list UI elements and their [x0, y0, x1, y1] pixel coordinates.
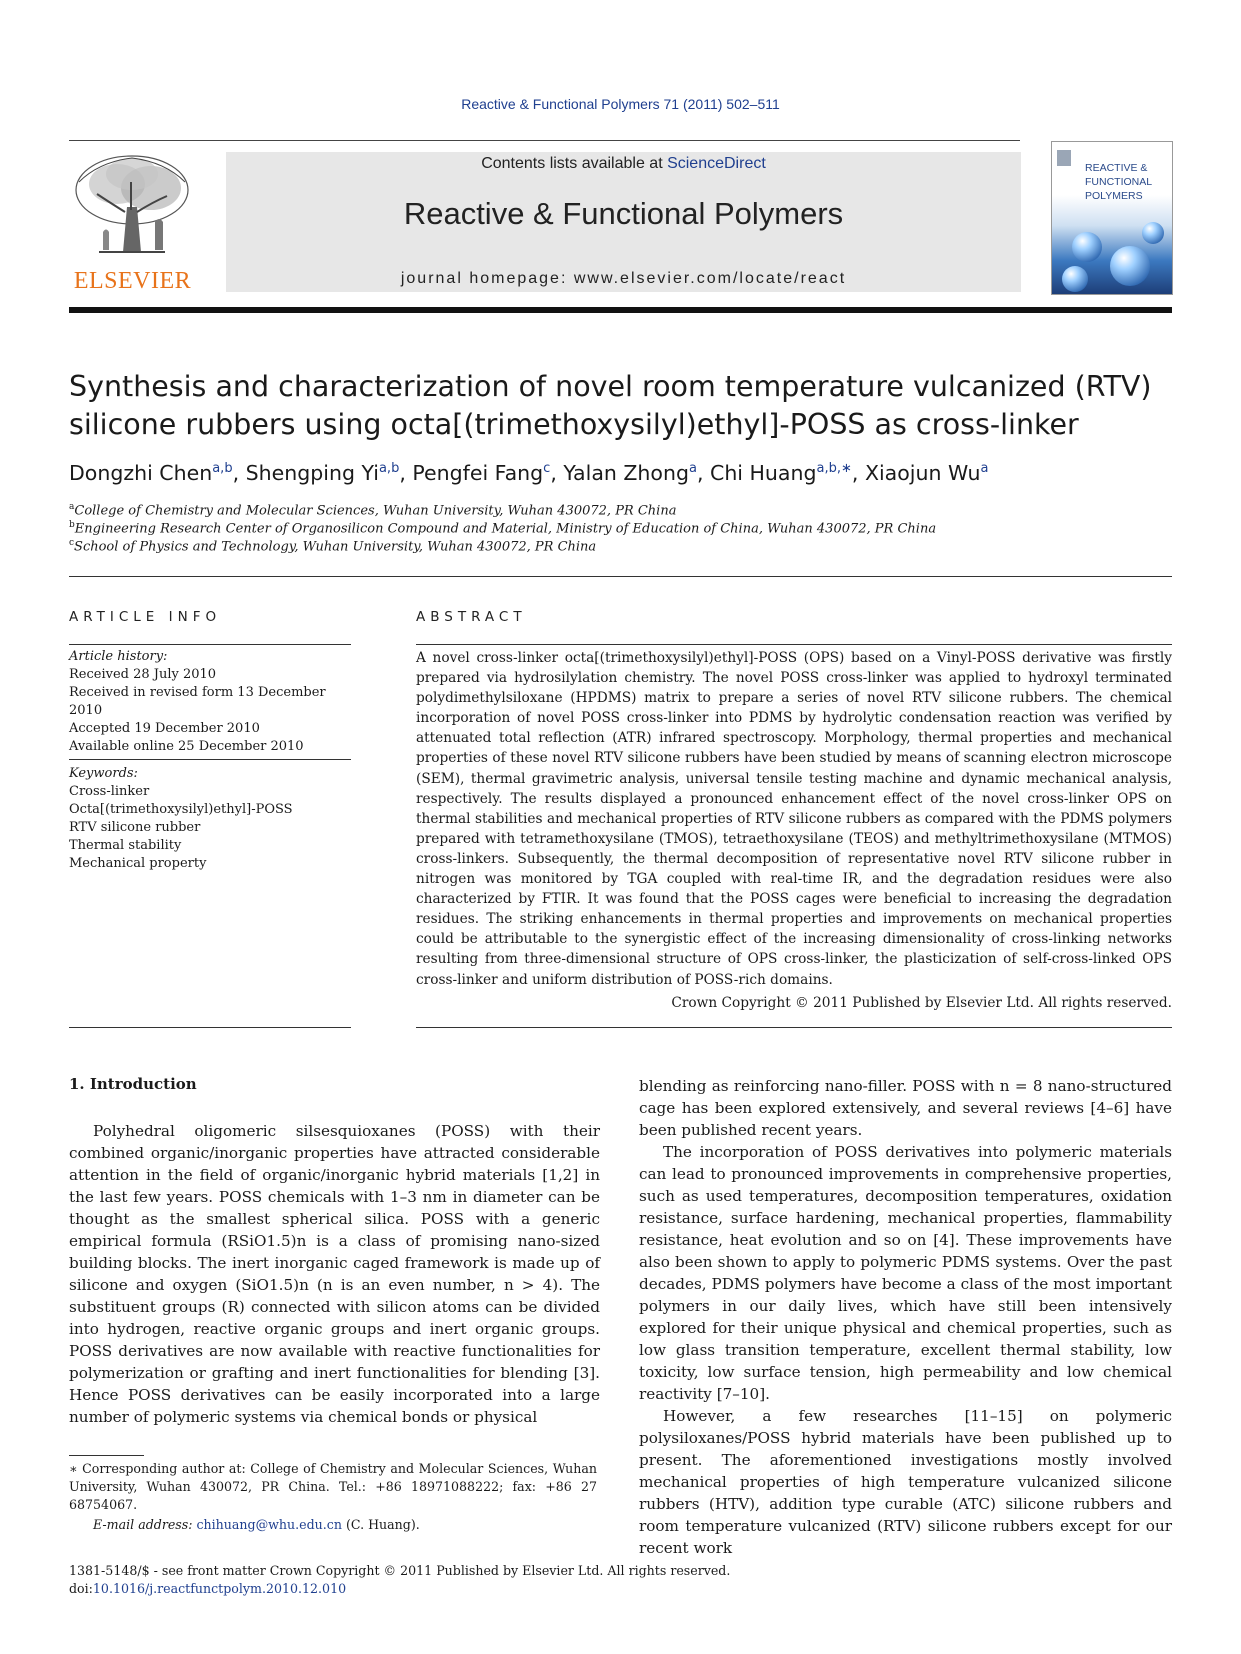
email-note — [69, 1516, 597, 1534]
header-rule — [69, 140, 1020, 141]
abstract-copyright: Crown Copyright © 2011 Published by Elsevier Ltd. All rights reserved. — [671, 995, 1172, 1011]
cover-title — [1085, 161, 1169, 203]
abstract-rule — [416, 644, 1172, 645]
author-affil-link[interactable]: a,b — [212, 461, 233, 477]
cover-bubble-icon — [1072, 232, 1102, 262]
title-divider — [69, 576, 1172, 577]
doi-label: doi: — [69, 1581, 93, 1596]
journal-reference[interactable]: Reactive & Functional Polymers 71 (2011) 502–511 — [461, 96, 780, 112]
history-item: Available online 25 December 2010 — [69, 739, 304, 754]
abstract-text: A novel cross-linker octa[(trimethoxysilyl)ethyl]-POSS (OPS) based on a Vinyl-POSS derivative was firstly prepared via hydrosilylation chemistry. The novel POSS cross-linker was applied to hydroxyl terminated polydimethylsiloxane (HPDMS) matrix to prepare a series of novel RTV silicone rubbers. The chemical incorporation of novel POSS cross-linker into PDMS by hydrolytic condensation reaction was verified by attenuated total reflection (ATR) infrared spectroscopy. Morphology, thermal properties and mechanical properties of these novel RTV silicone rubbers have been studied by means of scanning electron microscope (SEM), thermal gravimetric analysis, universal tensile testing machine and dynamic mechanical analysis, respectively. The results displayed a pronounced enhancement effect of the novel cross-linker OPS on thermal stabilities and mechanical properties of RTV silicone rubbers as compared with the PDMS polymers prepared with tetramethoxysilane (TMOS), tetraethoxysilane (TEOS) and methyltrimethoxysilane (MTMOS) cross-linkers. Subsequently, the thermal decomposition of representative novel RTV silicone rubber in nitrogen was monitored by TGA coupled with real-time IR, and the degradation residues were also characterized by FTIR. It was found that the POSS cages were beneficial to increasing the degradation residues. The striking enhancements in thermal properties and improvements on mechanical properties could be attributable to the synergistic effect of the increasing dimensionality of cross-linking networks resulting from three-dimensional structure of OPS cross-linker, the plasticization of self-cross-linked OPS cross-linker and uniform distribution of POSS-rich domains. — [416, 650, 1172, 988]
footnote-rule — [69, 1455, 144, 1456]
publisher-wordmark: ELSEVIER — [73, 268, 192, 294]
author-name: Dongzhi Chen — [69, 461, 213, 485]
author-affil-link[interactable]: c — [543, 461, 551, 477]
body-paragraph: blending as reinforcing nano-filler. POSS with n = 8 nano-structured cage has been explored extensively, and several reviews [4–6] have been published recent years. — [639, 1077, 1172, 1139]
article-history — [69, 648, 351, 756]
affiliation-text: Engineering Research Center of Organosilicon Compound and Material, Ministry of Education of China, Wuhan 430072, PR China — [74, 521, 937, 537]
issn-line: 1381-5148/$ - see front matter Crown Copyright © 2011 Published by Elsevier Ltd. All rights reserved. — [69, 1563, 731, 1578]
keyword: Cross-linker — [69, 784, 150, 799]
abstract-label: ABSTRACT — [416, 609, 527, 625]
article-info-bottom-rule — [69, 1027, 351, 1028]
article-info-rule — [69, 644, 351, 645]
author-name: Pengfei Fang — [412, 461, 544, 485]
affiliation-mark: b — [69, 520, 75, 530]
email-label: E-mail address: — [93, 1517, 197, 1532]
body-paragraph: The incorporation of POSS derivatives into polymeric materials can lead to pronounced improvements in comprehensive properties, such as used temperatures, decomposition temperatures, oxidation resistance, surface hardening, mechanical properties, flammability resistance, heat evolution and so on [4]. These improvements have also been shown to apply to polymeric PDMS systems. Over the past decades, PDMS polymers have become a class of the most important polymers in our daily lives, which have still been intensively explored for their unique physical and chemical properties, such as low glass transition temperature, excellent thermal stability, low toxicity, low surface tension, high permeability and low chemical reactivity [7–10]. — [639, 1143, 1172, 1403]
corresponding-author-note: ∗ Corresponding author at: College of Chemistry and Molecular Sciences, Wuhan University, Wuhan 430072, PR China. Tel.: +86 18971088222; fax: +86 27 68754067. — [69, 1461, 597, 1512]
history-item: Received in revised form 13 December 2010 — [69, 685, 326, 718]
affiliation-mark: c — [69, 538, 75, 548]
affiliation-text: College of Chemistry and Molecular Sciences, Wuhan University, Wuhan 430072, PR China — [74, 503, 677, 519]
author-affil-link[interactable]: a — [688, 461, 697, 477]
journal-masthead — [226, 152, 1021, 292]
author-list: Dongzhi Chen$^{a,b}$, Shengping Yi$^{a,b}$, Pengfei Fang$^c$, Yalan Zhong$^a$, Chi Huang$^{a,b,∗}$, Xiaojun Wu$^a$ — [69, 461, 989, 485]
cover-title-line: POLYMERS — [1085, 190, 1143, 202]
affiliation — [69, 520, 1172, 536]
author-name: Xiaojun Wu — [864, 461, 981, 485]
history-label: Article history: — [69, 649, 168, 664]
email-link[interactable]: chihuang@whu.edu.cn — [196, 1517, 342, 1532]
author-affil-link[interactable]: a — [980, 461, 989, 477]
doi-line — [69, 1580, 346, 1598]
article-title — [69, 368, 1172, 444]
cover-bubble-icon — [1062, 266, 1088, 292]
affiliation-mark: a — [69, 502, 75, 512]
keywords-rule — [69, 759, 351, 760]
affiliation — [69, 502, 1172, 518]
email-suffix: (C. Huang). — [341, 1517, 420, 1532]
tree-icon — [69, 152, 196, 264]
elsevier-logo[interactable] — [69, 152, 196, 295]
author-affil-link[interactable]: a,b — [378, 461, 400, 477]
title-line: silicone rubbers using octa[(trimethoxysilyl)ethyl]-POSS as cross-linker — [69, 408, 1079, 441]
title-line: Synthesis and characterization of novel room temperature vulcanized (RTV) — [69, 370, 1152, 403]
keyword: Thermal stability — [69, 838, 182, 853]
body-paragraph: However, a few researches [11–15] on polymeric polysiloxanes/POSS hybrid materials have been published up to present. The aforementioned investigations mostly involved mechanical properties of high temperature vulcanized silicone rubbers (HTV), addition type curable (ATC) silicone rubbers and room temperature vulcanized (RTV) silicone rubbers except for our recent work — [639, 1407, 1172, 1557]
cover-title-line: REACTIVE & — [1085, 162, 1148, 174]
history-item: Received 28 July 2010 — [69, 667, 217, 682]
sciencedirect-link[interactable]: ScienceDirect — [667, 155, 766, 172]
author-name: Shengping Yi — [245, 461, 379, 485]
cover-bubble-icon — [1110, 246, 1150, 286]
keywords — [69, 765, 351, 873]
history-item: Accepted 19 December 2010 — [69, 721, 260, 736]
keyword: Octa[(trimethoxysilyl)ethyl]-POSS — [69, 802, 293, 817]
cover-bubble-icon — [1142, 222, 1164, 244]
abstract-bottom-rule — [416, 1027, 1172, 1028]
affiliation — [69, 538, 1172, 554]
author-name: Yalan Zhong — [563, 461, 689, 485]
body-paragraph: Polyhedral oligomeric silsesquioxanes (POSS) with their combined organic/inorganic properties have attracted considerable attention in the field of organic/inorganic hybrid materials [1,2] in the last few years. POSS chemicals with 1–3 nm in diameter can be thought as the smallest spherical silica. POSS with a generic empirical formula (RSiO1.5)n is a class of promising nano-sized building blocks. The inert inorganic caged framework is made up of silicone and oxygen (SiO1.5)n (n is an even number, n > 4). The substituent groups (R) connected with silicon atoms can be divided into hydrogen, reactive organic groups and inert organic groups. POSS derivatives are now available with reactive functionalities for polymerization or grafting and inert functionalities for blending [3]. Hence POSS derivatives can be easily incorporated into a large number of polymeric systems via chemical bonds or physical — [69, 1122, 600, 1426]
header-thick-rule — [69, 307, 1172, 313]
keyword: RTV silicone rubber — [69, 820, 201, 835]
contents-prefix: Contents lists available at — [481, 155, 668, 172]
doi-link[interactable]: 10.1016/j.reactfunctpolym.2010.12.010 — [92, 1581, 347, 1596]
journal-homepage[interactable]: journal homepage: www.elsevier.com/locate/react — [400, 270, 847, 287]
keywords-label: Keywords: — [69, 766, 138, 781]
keyword: Mechanical property — [69, 856, 207, 871]
cover-logo-icon — [1057, 150, 1071, 166]
author-name: Chi Huang — [710, 461, 817, 485]
author-affil-link[interactable]: a,b,∗ — [816, 461, 852, 477]
contents-line — [226, 155, 1021, 173]
cover-title-line: FUNCTIONAL — [1085, 176, 1153, 188]
body-right-column — [639, 1075, 1172, 1559]
body-left-column — [69, 1120, 600, 1428]
affiliation-text: School of Physics and Technology, Wuhan University, Wuhan 430072, PR China — [74, 539, 597, 555]
section-heading: 1. Introduction — [69, 1075, 197, 1093]
journal-name: Reactive & Functional Polymers — [403, 196, 844, 231]
article-info-label: ARTICLE INFO — [69, 609, 222, 625]
journal-cover[interactable] — [1051, 141, 1173, 295]
